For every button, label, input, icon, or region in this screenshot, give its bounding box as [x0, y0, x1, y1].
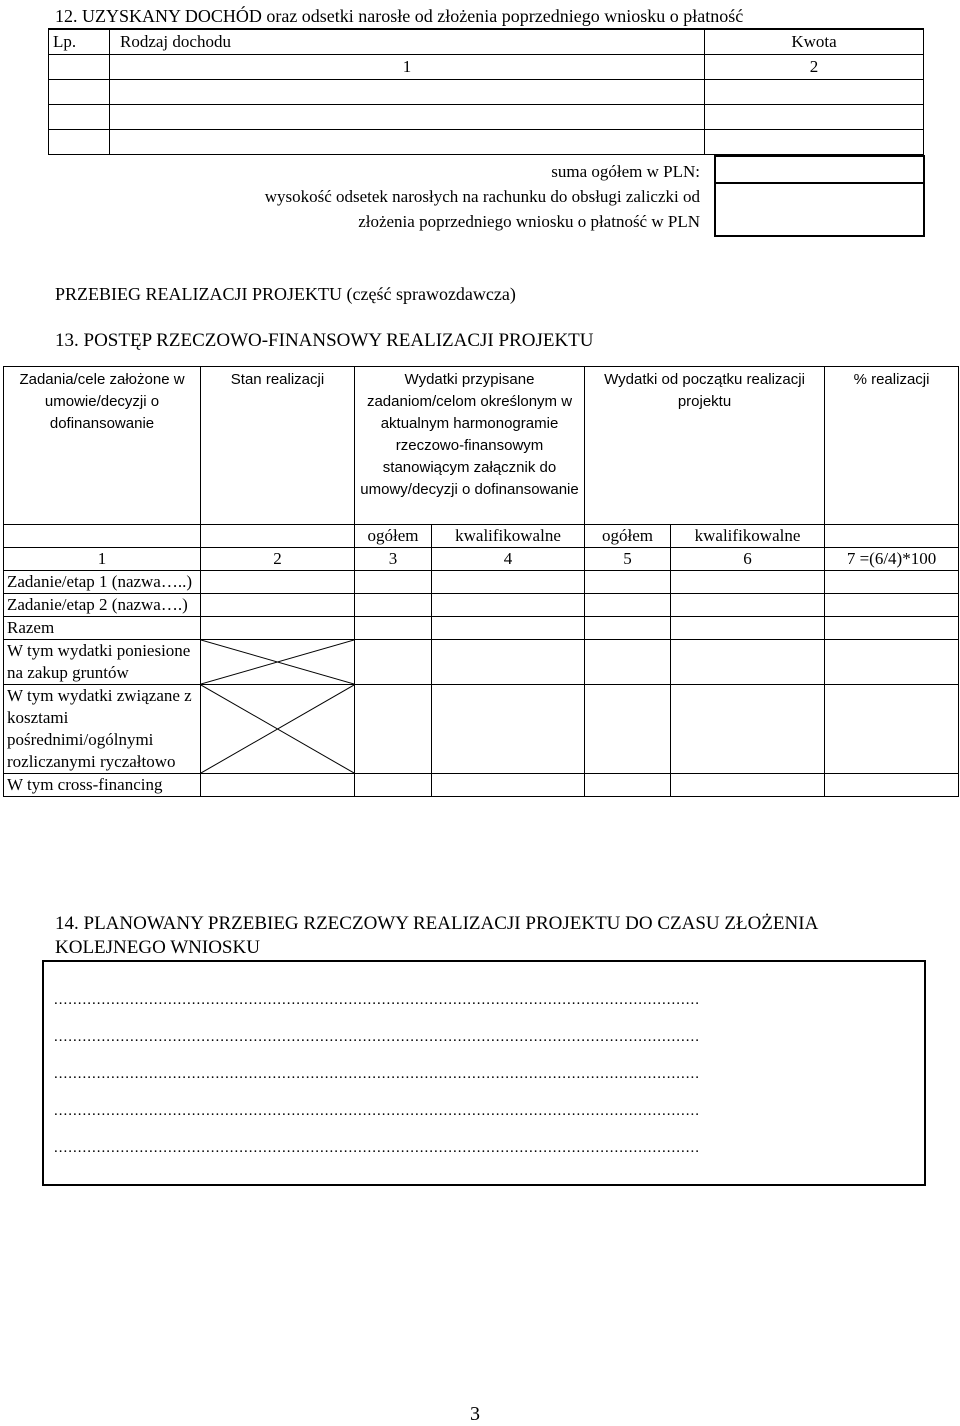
income-kwota-cell[interactable] — [705, 105, 924, 130]
data-cell[interactable] — [355, 571, 432, 594]
income-lp-cell[interactable] — [49, 105, 110, 130]
income-table — [48, 28, 924, 155]
income-row[interactable] — [49, 80, 924, 105]
progress-table — [3, 366, 959, 797]
data-cell[interactable] — [671, 774, 825, 797]
subheader-kwalifikowalne-actual: kwalifikowalne — [671, 525, 825, 548]
data-cell[interactable] — [585, 685, 671, 774]
num-col-6: 6 — [671, 548, 825, 571]
data-cell[interactable] — [825, 640, 959, 685]
data-cell[interactable] — [355, 774, 432, 797]
row-label-indirect-costs: W tym wydatki związane z kosztami pośrednimi/ogólnymi rozliczanymi ryczałtowo — [4, 685, 201, 774]
sum-total-label: suma ogółem w PLN: — [551, 162, 700, 181]
table-row[interactable] — [4, 594, 959, 617]
data-cell[interactable] — [825, 774, 959, 797]
data-cell[interactable] — [671, 594, 825, 617]
section-14-heading: 14. PLANOWANY PRZEBIEG RZECZOWY REALIZACJI PROJEKTU DO CZASU ZŁOŻENIA KOLEJNEGO WNIOSKU — [55, 913, 818, 958]
dotted-line: ........................................................................................................................................ — [54, 1140, 700, 1156]
row-label-cross-financing: W tym cross-financing — [4, 774, 201, 797]
data-cell[interactable] — [825, 571, 959, 594]
data-cell[interactable] — [825, 685, 959, 774]
num-col-4: 4 — [432, 548, 585, 571]
income-row[interactable] — [49, 105, 924, 130]
data-cell[interactable] — [201, 774, 355, 797]
subheader-empty — [201, 525, 355, 548]
crossed-out-cell — [201, 640, 355, 685]
data-cell[interactable] — [432, 594, 585, 617]
crossed-out-cell — [201, 685, 355, 774]
data-cell[interactable] — [825, 594, 959, 617]
data-cell[interactable] — [355, 640, 432, 685]
report-heading: PRZEBIEG REALIZACJI PROJEKTU (część sprawozdawcza) — [55, 284, 516, 304]
income-rodzaj-cell[interactable] — [110, 130, 705, 155]
income-lp-cell[interactable] — [49, 80, 110, 105]
subheader-empty — [4, 525, 201, 548]
data-cell[interactable] — [432, 617, 585, 640]
row-label-task-2: Zadanie/etap 2 (nazwa….) — [4, 594, 201, 617]
table-row[interactable] — [4, 685, 959, 774]
num-col-1: 1 — [4, 548, 201, 571]
data-cell[interactable] — [201, 617, 355, 640]
dotted-line: ........................................................................................................................................ — [54, 1103, 700, 1119]
col-status-header: Stan realizacji — [201, 367, 355, 525]
section-13-heading: 13. POSTĘP RZECZOWO-FINANSOWY REALIZACJI PROJEKTU — [55, 330, 594, 351]
section-12-heading: 12. UZYSKANY DOCHÓD oraz odsetki narosłe od złożenia poprzedniego wniosku o płatność — [55, 6, 744, 26]
row-label-total: Razem — [4, 617, 201, 640]
data-cell[interactable] — [585, 571, 671, 594]
data-cell[interactable] — [355, 685, 432, 774]
subheader-ogolem-planned: ogółem — [355, 525, 432, 548]
income-rodzaj-cell[interactable] — [110, 80, 705, 105]
col-kwota-header: Kwota — [705, 29, 924, 55]
data-cell[interactable] — [671, 571, 825, 594]
subheader-empty — [825, 525, 959, 548]
table-row[interactable] — [4, 571, 959, 594]
dotted-line: ........................................................................................................................................ — [54, 992, 700, 1008]
data-cell[interactable] — [355, 617, 432, 640]
page-number: 3 — [470, 1403, 480, 1425]
data-cell[interactable] — [432, 571, 585, 594]
col-actual-expenses-header: Wydatki od początku realizacji projektu — [585, 367, 825, 525]
dotted-line: ........................................................................................................................................ — [54, 1029, 700, 1045]
sum-total-field[interactable] — [716, 157, 923, 184]
income-lp-cell[interactable] — [49, 130, 110, 155]
col-percent-header: % realizacji — [825, 367, 959, 525]
income-kwota-cell[interactable] — [705, 130, 924, 155]
data-cell[interactable] — [585, 617, 671, 640]
data-cell[interactable] — [585, 774, 671, 797]
cross-mark-icon — [201, 685, 354, 773]
data-cell[interactable] — [585, 594, 671, 617]
col-rodzaj-label: Rodzaj dochodu — [120, 32, 231, 51]
col-rodzaj-header — [110, 29, 705, 55]
data-cell[interactable] — [825, 617, 959, 640]
table-row[interactable] — [4, 617, 959, 640]
num-col-7: 7 =(6/4)*100 — [825, 548, 959, 571]
num-col-5: 5 — [585, 548, 671, 571]
data-cell[interactable] — [671, 685, 825, 774]
income-rodzaj-cell[interactable] — [110, 105, 705, 130]
row-label-land: W tym wydatki poniesione na zakup gruntów — [4, 640, 201, 685]
data-cell[interactable] — [671, 617, 825, 640]
income-kwota-cell[interactable] — [705, 80, 924, 105]
interest-label-line-1: wysokość odsetek narosłych na rachunku do obsługi zaliczki od — [264, 187, 700, 206]
income-row[interactable] — [49, 130, 924, 155]
interest-label-line-2: złożenia poprzedniego wniosku o płatność w PLN — [358, 212, 700, 231]
num-cell-empty — [49, 55, 110, 80]
sum-input-box[interactable] — [714, 155, 925, 237]
sum-labels — [100, 159, 700, 234]
num-cell-2: 2 — [705, 55, 924, 80]
subheader-ogolem-actual: ogółem — [585, 525, 671, 548]
col-planned-expenses-header: Wydatki przypisane zadaniom/celom określonym w aktualnym harmonogramie rzeczowo-finansowym stanowiącym załącznik do umowy/decyzji o dofinansowanie — [355, 367, 585, 525]
table-row[interactable] — [4, 774, 959, 797]
data-cell[interactable] — [355, 594, 432, 617]
data-cell[interactable] — [671, 640, 825, 685]
dotted-line: ........................................................................................................................................ — [54, 1066, 700, 1082]
row-label-task-1: Zadanie/etap 1 (nazwa…..) — [4, 571, 201, 594]
num-col-2: 2 — [201, 548, 355, 571]
data-cell[interactable] — [432, 685, 585, 774]
data-cell[interactable] — [432, 774, 585, 797]
cross-mark-icon — [201, 640, 354, 684]
num-col-3: 3 — [355, 548, 432, 571]
subheader-kwalifikowalne-planned: kwalifikowalne — [432, 525, 585, 548]
data-cell[interactable] — [201, 594, 355, 617]
num-cell-1: 1 — [110, 55, 705, 80]
data-cell[interactable] — [432, 640, 585, 685]
data-cell[interactable] — [201, 571, 355, 594]
data-cell[interactable] — [585, 640, 671, 685]
col-lp-header: Lp. — [49, 29, 110, 55]
table-row[interactable] — [4, 640, 959, 685]
col-tasks-header: Zadania/cele założone w umowie/decyzji o dofinansowanie — [4, 367, 201, 525]
